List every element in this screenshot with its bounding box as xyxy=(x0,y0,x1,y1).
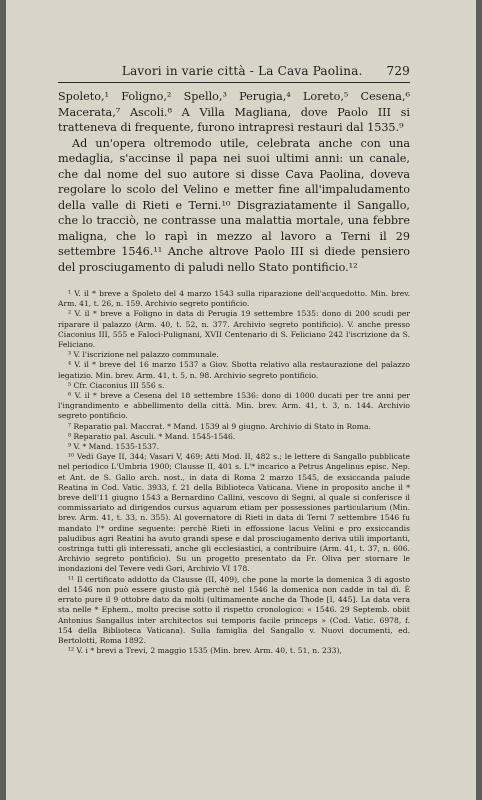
running-title: Lavori in varie città - La Cava Paolina. xyxy=(121,64,363,78)
page-number: 729 xyxy=(386,64,410,78)
footnote: ² V. il * breve a Foligno in data di Perugia 19 settembre 1535: dono di 200 scudi per riparare il palazzo (Arm. 40, t. 52, n. 377. Archivio segreto pontificio). V. anche presso Ciaconius III, 555 e Faloci-Pulignani, XVII Centenario di S. Feliciano 242 l'iscrizione da S. Feliciano. xyxy=(58,309,410,350)
footnote: ⁹ V. * Mand. 1535-1537. xyxy=(68,442,160,452)
footnote: ¹⁰ Vedi Gaye II, 344; Vasari V, 469; Atti Mod. II, 482 s.; le lettere di Sangallo pubblicate nel periodico L'Umbria 1900; Clausse II, 401 s. L'* incarico a Petrus Angelinus episc. Nep. et Ant. de S. Gallo arch. nost., in data di Roma 2 marzo 1545, de exsiccanda palude Reatina in Cod. Vatic. 3933, f. 21 della Biblioteca Vaticana. Viene in proposito anche il * breve dell'11 giugno 1543 a Bernardino Callini, vescovo di Segni, al quale si conferisce il commissariato ad dirigendos cursus aquarum etiam per possessiones particularium (Min. brev. Arm. 41, t. 33, n. 355). Al governatore di Rieti in data di Terni 7 settembre 1546 fu mandato l'* ordine seguente: perchè Rieti in effossione lacus Velini e pro exsiccandis paludibus agri Reatini ha avuto grandi spese e dal prosciugamento deriva utili importanti, costringa tutti gli interessati, anche gli ecclesiastici, a contribuire (Arm. 41, t. 37, n. 606. Archivio segreto pontificio). Su un progetto presentato da Fr. Oliva per stornare le inondazioni del Tevere vedi Gori, Archivio VI 178. xyxy=(58,452,410,574)
paragraph: Ad un'opera oltremodo utile, celebrata anche con una medaglia, s'accinse il papa nei suoi ultimi anni: un canale, che dal nome del suo autore si disse Cava Paolina, doveva regolare lo scolo del Velino e metter fine all'impaludamento della valle di Rieti e Terni.¹⁰ Disgraziatamente il Sangallo, che lo tracciò, ne contrasse una malattia mortale, una febbre maligna, che lo rapì in mezzo al lavoro a Terni il 29 settembre 1546.¹¹ Anche altrove Paolo III si diede pensiero del prosciugamento di paludi nello Stato pontificio.¹² xyxy=(58,136,410,274)
footnote: ¹² V. i * brevi a Trevi, 2 maggio 1535 (Min. brev. Arm. 40, t. 51, n. 233), xyxy=(68,646,342,656)
footnote: ¹ V. il * breve a Spoleto del 4 marzo 1543 sulla riparazione dell'acquedotto. Min. brev. Arm. 41, t. 26, n. 159. Archivio segreto pontificio. xyxy=(58,289,410,309)
footnote: ¹¹ Il certificato addotto da Clausse (II, 409), che pone la morte la domenica 3 di agosto del 1546 non può essere giusto già perchè nel 1546 la domenica non cadde in tal dì. È errato pure il 9 ottobre dato da molti (ultimamente anche da Thode [I, 445]. La data vera sta nelle * Ephem., molto precise sotto il rispetto cronologico: « 1546. 29 Septemb. obiit Antonius Sangallus inter architectos sui temporis facile princeps » (Cod. Vatic. 6978, f. 154 della Biblioteca Vaticana). Sulla famiglia del Sangallo v. Nuovi documenti, ed. Bertolotti, Roma 1892. xyxy=(58,574,410,645)
footnote: ⁶ V. il * breve a Cesena del 18 settembre 1536: dono di 1000 ducati per tre anni per l'ingrandimento e abbellimento della città. Min. brev. Arm. 41, t. 3, n. 144. Archivio segreto pontificio. xyxy=(58,391,410,421)
footnote: ³ V. l'iscrizione nel palazzo communale. xyxy=(68,350,219,360)
header-rule xyxy=(58,82,410,83)
paragraph: Spoleto,¹ Foligno,² Spello,³ Perugia,⁴ Loreto,⁵ Cesena,⁶ Macerata,⁷ Ascoli.⁸ A Villa Magliana, dove Paolo III si tratteneva di frequente, furono intrapresi restauri dal 1535.⁹ xyxy=(58,90,410,134)
main-text xyxy=(58,89,410,275)
page-header xyxy=(58,64,410,78)
footnote: ⁵ Cfr. Ciaconius III 556 s. xyxy=(68,380,165,390)
footnote: ⁸ Reparatio pal. Asculi. * Mand. 1545-1546. xyxy=(68,431,236,441)
footnote: ⁷ Reparatio pal. Maccrat. * Mand. 1539 al 9 giugno. Archivio di Stato in Roma. xyxy=(68,421,371,431)
footnote: ⁴ V. il * breve del 16 marzo 1537 a Giov. Sbotta relativo alla restaurazione del palazzo legatizio. Min. brev. Arm. 41, t. 5, n. 98. Archivio segreto pontificio. xyxy=(58,360,410,380)
footnotes xyxy=(58,289,410,656)
book-page xyxy=(6,0,476,800)
